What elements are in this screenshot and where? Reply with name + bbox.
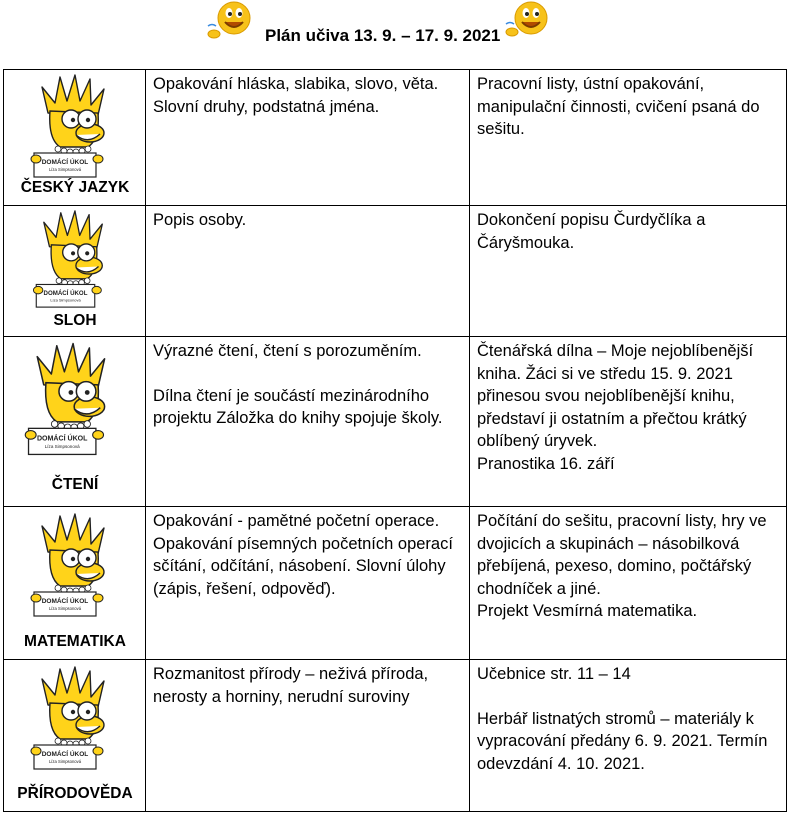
svg-text:Líza Simpsonová: Líza Simpsonová [48, 167, 82, 172]
svg-text:DOMÁCÍ ÚKOL: DOMÁCÍ ÚKOL [41, 159, 89, 166]
lisa-homework-icon [28, 663, 120, 773]
svg-text:Líza Simpsonová: Líza Simpsonová [48, 759, 82, 764]
notes-cell [470, 206, 787, 337]
notes-cell [470, 660, 787, 812]
topic-text: Výrazné čtení, čtení s porozuměním. [153, 342, 422, 360]
topic-text: Opakování hláska, slabika, slovo, věta. Slovní druhy, podstatná jména. [153, 75, 439, 116]
subject-cell [4, 206, 146, 337]
page-header [0, 0, 795, 66]
topic-cell [146, 660, 470, 812]
svg-text:DOMÁCÍ ÚKOL: DOMÁCÍ ÚKOL [41, 598, 89, 605]
notes-text: Pracovní listy, ústní opakování, manipulační činnosti, cvičení psaná do sešitu. [477, 75, 760, 138]
svg-text:Líza Simpsonová: Líza Simpsonová [50, 297, 81, 303]
subject-cell [4, 507, 146, 660]
svg-text:Líza Simpsonová: Líza Simpsonová [44, 443, 80, 449]
lisa-homework-icon [22, 340, 122, 458]
notes-text: Počítání do sešitu, pracovní listy, hry ve dvojicích a skupinách – násobilková přebíjená, pexeso, domino, počtářský chodníček a jiné. [477, 512, 767, 598]
subject-cell [4, 660, 146, 812]
topic-cell [146, 70, 470, 206]
svg-text:DOMÁCÍ ÚKOL: DOMÁCÍ ÚKOL [43, 289, 88, 297]
topic-cell [146, 507, 470, 660]
topic-cell [146, 206, 470, 337]
subject-label: MATEMATIKA [24, 633, 126, 650]
notes-text: Čtenářská dílna – Moje nejoblíbenější kniha. Žáci si ve středu 15. 9. 2021 přinesou svou nejoblíbenější knihu, představí ji ostatním a přečtou krátký oblíbený úryvek. [477, 342, 754, 450]
table-row [4, 70, 787, 206]
waving-smiley-icon [206, 0, 254, 44]
lisa-homework-icon [28, 73, 120, 179]
table-row [4, 660, 787, 812]
notes-text: Učebnice str. 11 – 14 [477, 665, 631, 683]
notes-text: Pranostika 16. září [477, 454, 615, 473]
svg-text:DOMÁCÍ ÚKOL: DOMÁCÍ ÚKOL [41, 751, 89, 758]
topic-text: Popis osoby. [153, 211, 247, 229]
svg-text:Líza Simpsonová: Líza Simpsonová [48, 606, 82, 611]
notes-text: Dokončení popisu Čurdyčlíka a Čáryšmouka. [477, 211, 706, 252]
subject-cell [4, 70, 146, 206]
lesson-plan-table [3, 69, 787, 812]
notes-text: Herbář listnatých stromů – materiály k vypracování předány 6. 9. 2021. Termín odevzdání 4. 10. 2021. [477, 709, 768, 773]
lisa-homework-icon [28, 510, 120, 620]
table-row [4, 337, 787, 507]
notes-text: Projekt Vesmírná matematika. [477, 602, 698, 620]
table-row [4, 206, 787, 337]
topic-text: Rozmanitost přírody – neživá příroda, nerosty a horniny, nerudní suroviny [153, 665, 429, 706]
subject-label: SLOH [53, 312, 97, 329]
notes-cell [470, 337, 787, 507]
page-title: Plán učiva 13. 9. – 17. 9. 2021 [265, 26, 501, 45]
notes-cell [470, 70, 787, 206]
topic-text: Dílna čtení je součástí mezinárodního projektu Záložka do knihy spojuje školy. [153, 386, 443, 427]
subject-label: ČESKÝ JAZYK [20, 179, 130, 196]
waving-smiley-icon [505, 0, 553, 44]
subject-label: PŘÍRODOVĚDA [17, 785, 133, 802]
subject-cell [4, 337, 146, 507]
topic-cell [146, 337, 470, 507]
table-row [4, 507, 787, 660]
lisa-homework-icon [28, 209, 120, 309]
svg-text:DOMÁCÍ ÚKOL: DOMÁCÍ ÚKOL [36, 435, 88, 443]
topic-text: Opakování - pamětné početní operace. Opakování písemných početních operací sčítání, odčítání, násobení. Slovní úlohy (zápis, řešení, odpověď). [153, 512, 453, 598]
subject-label: ČTENÍ [51, 476, 99, 493]
notes-cell [470, 507, 787, 660]
